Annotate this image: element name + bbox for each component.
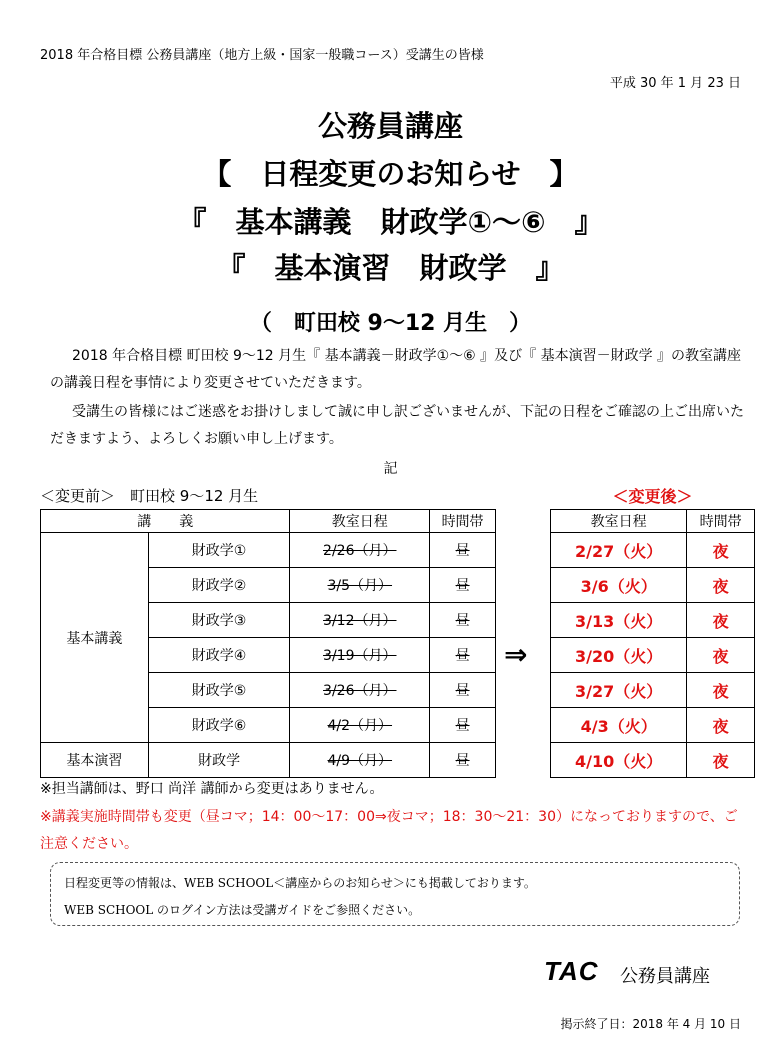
new-time-cell: 夜 bbox=[687, 708, 755, 743]
table-row bbox=[41, 743, 496, 778]
subject-cell: 財政学④ bbox=[148, 638, 290, 673]
old-date-cell: 3/19（月） bbox=[290, 638, 430, 673]
old-time-cell: 昼 bbox=[430, 638, 496, 673]
new-time-cell: 夜 bbox=[687, 533, 755, 568]
table-row bbox=[41, 533, 496, 568]
old-time-cell: 昼 bbox=[430, 533, 496, 568]
time-change-note: ※講義実施時間帯も変更（昼コマ；14：00～17：00⇒夜コマ；18：30～21：30）になっておりますので、ご注意ください。 bbox=[40, 809, 738, 852]
header-course: 講 義 bbox=[41, 510, 290, 533]
brand-name: 公務員講座 bbox=[620, 966, 710, 987]
addressee-line: 2018 年合格目標 公務員講座（地方上級・国家一般職コース）受講生の皆様 bbox=[40, 48, 484, 63]
title-course: 公務員講座 bbox=[317, 109, 463, 143]
old-date-cell: 3/26（月） bbox=[290, 673, 430, 708]
new-time-cell: 夜 bbox=[687, 568, 755, 603]
body-paragraph-2: 受講生の皆様にはご迷惑をお掛けしまして誠に申し訳ございませんが、下記の日程をご確認の上ご出席いただきますよう、よろしくお願い申し上げます。 bbox=[50, 404, 744, 447]
title-notice: 【 日程変更のお知らせ 】 bbox=[202, 157, 579, 191]
group-basic-lecture: 基本講義 bbox=[41, 533, 149, 743]
old-date-cell: 4/2（月） bbox=[290, 708, 430, 743]
subject-cell: 財政学① bbox=[148, 533, 290, 568]
new-date-cell: 3/20（火） bbox=[551, 638, 687, 673]
header-time: 時間帯 bbox=[687, 510, 755, 533]
new-date-cell: 3/6（火） bbox=[551, 568, 687, 603]
old-date-cell: 3/12（月） bbox=[290, 603, 430, 638]
old-time-cell: 昼 bbox=[430, 603, 496, 638]
new-date-cell: 4/10（火） bbox=[551, 743, 687, 778]
header-date: 教室日程 bbox=[551, 510, 687, 533]
tac-logo: TAC bbox=[544, 956, 599, 986]
new-date-cell: 2/27（火） bbox=[551, 533, 687, 568]
subject-cell: 財政学③ bbox=[148, 603, 290, 638]
teacher-note: ※担当講師は、野口 尚洋 講師から変更はありません。 bbox=[40, 781, 384, 797]
table-row bbox=[551, 638, 755, 673]
table-row bbox=[551, 533, 755, 568]
posting-end-date: 掲示終了日：2018 年 4 月 10 日 bbox=[560, 1017, 741, 1031]
subject-cell: 財政学 bbox=[148, 743, 290, 778]
header-time: 時間帯 bbox=[430, 510, 496, 533]
old-time-cell: 昼 bbox=[430, 673, 496, 708]
old-time-cell: 昼 bbox=[430, 568, 496, 603]
table-row bbox=[551, 673, 755, 708]
ki-marker: 記 bbox=[383, 461, 398, 477]
subject-cell: 財政学⑥ bbox=[148, 708, 290, 743]
table-header-row bbox=[551, 510, 755, 533]
old-time-cell: 昼 bbox=[430, 743, 496, 778]
body-paragraph-1: 2018 年合格目標 町田校 9～12 月生『 基本講義－財政学①～⑥ 』及び『 基本演習－財政学 』の教室講座の講義日程を事情により変更させていただきます。 bbox=[50, 348, 742, 391]
notice-date: 平成 30 年 1 月 23 日 bbox=[609, 76, 741, 91]
info-line-2: WEB SCHOOL のログイン方法は受講ガイドをご参照ください。 bbox=[64, 903, 421, 917]
old-date-cell: 4/9（月） bbox=[290, 743, 430, 778]
subject-cell: 財政学⑤ bbox=[148, 673, 290, 708]
old-time-cell: 昼 bbox=[430, 708, 496, 743]
new-date-cell: 4/3（火） bbox=[551, 708, 687, 743]
title-campus: （ 町田校 9～12 月生 ） bbox=[249, 311, 532, 336]
header-date: 教室日程 bbox=[290, 510, 430, 533]
after-label: ＜変更後＞ bbox=[612, 487, 693, 506]
arrow-right-icon: ⇒ bbox=[504, 638, 528, 671]
table-row bbox=[551, 603, 755, 638]
table-row bbox=[551, 568, 755, 603]
new-date-cell: 3/13（火） bbox=[551, 603, 687, 638]
group-basic-exercise: 基本演習 bbox=[41, 743, 149, 778]
old-date-cell: 2/26（月） bbox=[290, 533, 430, 568]
title-exercise: 『 基本演習 財政学 』 bbox=[216, 251, 565, 285]
before-label: ＜変更前＞ 町田校 9～12 月生 bbox=[40, 487, 259, 505]
schedule-after-table bbox=[550, 509, 755, 778]
subject-cell: 財政学② bbox=[148, 568, 290, 603]
schedule-before-table bbox=[40, 509, 496, 778]
new-time-cell: 夜 bbox=[687, 743, 755, 778]
new-time-cell: 夜 bbox=[687, 603, 755, 638]
new-time-cell: 夜 bbox=[687, 673, 755, 708]
table-row bbox=[551, 743, 755, 778]
new-date-cell: 3/27（火） bbox=[551, 673, 687, 708]
table-row bbox=[551, 708, 755, 743]
info-line-1: 日程変更等の情報は、WEB SCHOOL＜講座からのお知らせ＞にも掲載しております。 bbox=[64, 876, 536, 890]
new-time-cell: 夜 bbox=[687, 638, 755, 673]
table-header-row bbox=[41, 510, 496, 533]
title-lecture: 『 基本講義 財政学①～⑥ 』 bbox=[177, 205, 604, 239]
old-date-cell: 3/5（月） bbox=[290, 568, 430, 603]
